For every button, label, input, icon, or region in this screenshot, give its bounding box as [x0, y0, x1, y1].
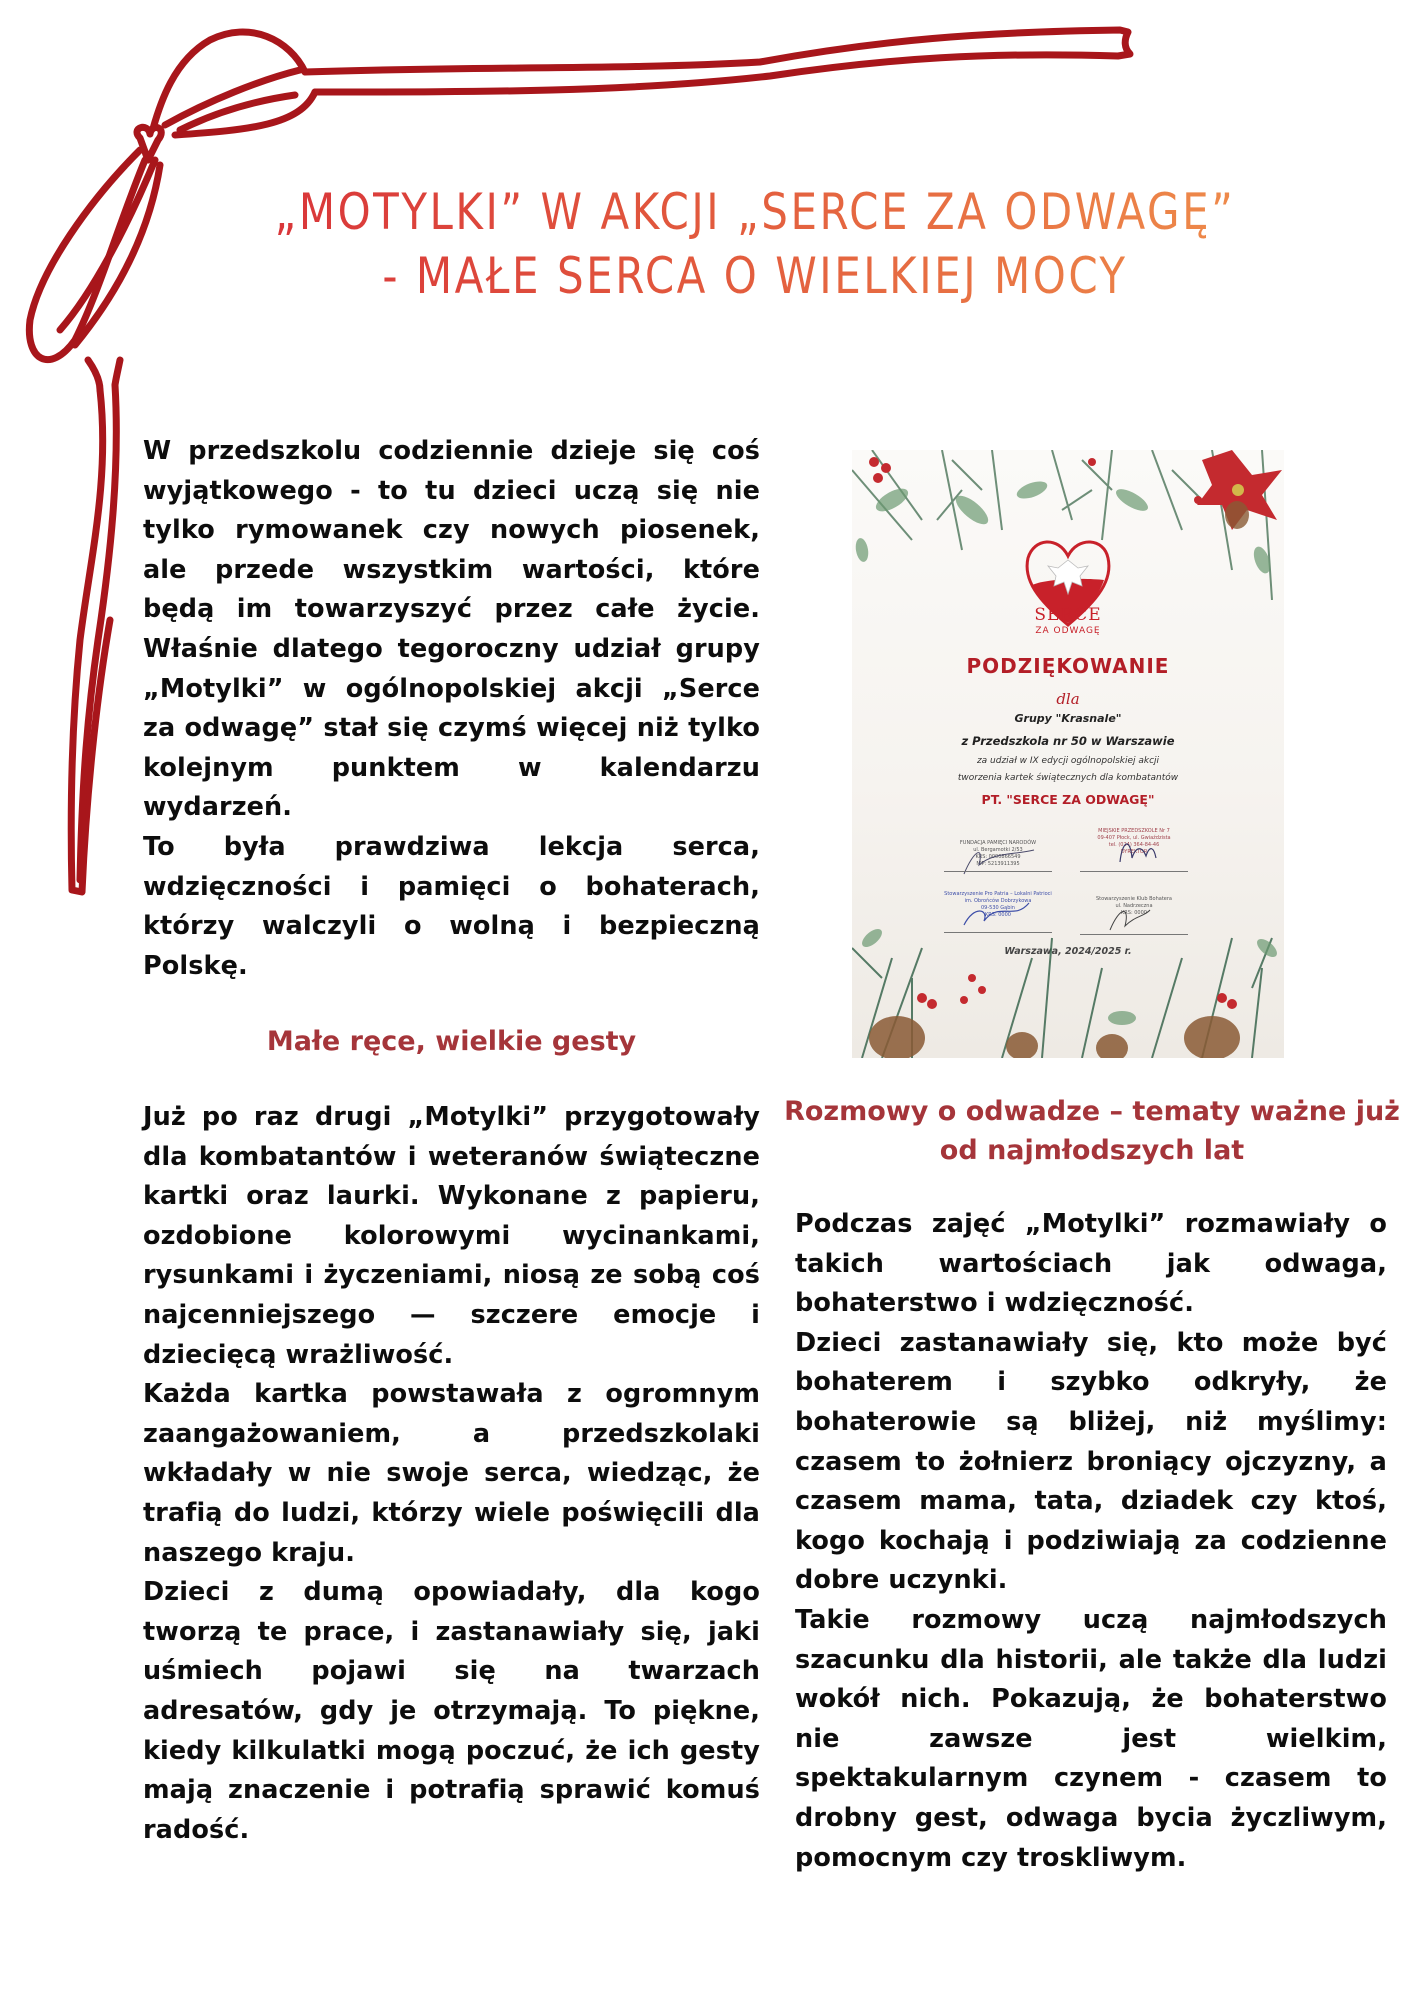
signature-line: KRS: 0000866549	[975, 854, 1021, 860]
section-courage-talks-text	[795, 1205, 1387, 1878]
signature-line: NIP: 5213911395	[976, 861, 1020, 867]
section-heading-courage-talks: Rozmowy o odwadze – tematy ważne już od najmłodszych lat	[784, 1096, 1400, 1166]
certificate-reason-line-2: tworzenia kartek świątecznych dla kombatantów	[957, 773, 1179, 783]
certificate-logo-subtext: ZA ODWAGĘ	[1035, 626, 1101, 636]
certificate-heading: PODZIĘKOWANIE	[966, 654, 1170, 678]
page-title	[272, 180, 1238, 308]
certificate-image	[852, 450, 1284, 1058]
certificate-signature-block	[944, 840, 1052, 868]
certificate-dla: dla	[1056, 690, 1080, 708]
intro-paragraph: W przedszkolu codziennie dzieje się coś wyjątkowego - to tu dzieci uczą się nie tylko rymowanek czy nowych piosenek, ale przede wszystkim wartości, które będą im towarzyszyć przez całe życie. Właśnie dlatego tegoroczny udział grupy „Motylki” w ogólnopolskiej akcji „Serce za odwagę” stał się czymś więcej niż tylko kolejnym punktem w kalendarzu wydarzeń.	[143, 436, 760, 823]
signature-org: Stowarzyszenie Klub Bohatera	[1096, 896, 1172, 902]
certificate-signature-block	[944, 891, 1052, 919]
signature-line: DYREKTOR	[1120, 849, 1148, 855]
page-title-line-2: - MAŁE SERCA O WIELKIEJ MOCY	[382, 247, 1128, 305]
section-paragraph: Już po raz drugi „Motylki” przygotowały dla kombatantów i weteranów świąteczne kartki oraz laurki. Wykonane z papieru, ozdobione kolorowymi wycinankami, rysunkami i życzeniami, niosą ze sobą coś najcenniejszego — szczere emocje i dziecięcą wrażliwość.	[143, 1102, 760, 1370]
signature-line: ul. Bergamotki 2/53	[973, 847, 1023, 853]
certificate-group: Grupy "Krasnale"	[1014, 712, 1122, 725]
signature-scrawl-icon	[1080, 828, 1188, 864]
certificate-reason-line-1: za udział w IX edycji ogólnopolskiej akcji	[976, 756, 1160, 766]
certificate-action-name: PT. "SERCE ZA ODWAGĘ"	[981, 792, 1155, 807]
certificate-signature-block	[1080, 896, 1188, 917]
certificate-logo-text: SERCE	[1034, 605, 1102, 625]
signature-line: im. Obrońców Dobrzykowa	[964, 898, 1032, 904]
page-title-line-1: „MOTYLKI” W AKCJI „SERCE ZA ODWAGĘ”	[274, 183, 1236, 241]
certificate-signature-block	[1080, 828, 1188, 856]
signature-line: KRS: 0000	[985, 912, 1011, 918]
section-paragraph: Dzieci zastanawiały się, kto może być bohaterem i szybko odkryły, że bohaterowie są bliżej, niż myślimy: czasem to żołnierz broniący ojczyzny, a czasem mama, tata, dziadek czy ktoś, kogo kochają i podziwiają za codzienne dobre uczynki.	[795, 1327, 1387, 1596]
section-paragraph: Każda kartka powstawała z ogromnym zaangażowaniem, a przedszkolaki wkładały w nie swoje serca, wiedząc, że trafią do ludzi, którzy wiele poświęcili dla naszego kraju.	[143, 1379, 760, 1568]
section-paragraph: Takie rozmowy uczą najmłodszych szacunku dla historii, ale także dla ludzi wokół nich. Pokazują, że bohaterstwo nie zawsze jest wielkim, spektakularnym czynem - czasem to drobny gest, odwaga bycia życzliwym, pomocnym czy troskliwym.	[795, 1604, 1387, 1873]
intro-text	[143, 432, 760, 986]
signature-org: MIEJSKIE PRZEDSZKOLE Nr 7	[1098, 828, 1170, 834]
certificate-date: Warszawa, 2024/2025 r.	[1004, 946, 1132, 957]
signature-org: FUNDACJA PAMIĘCI NARODÓW	[959, 840, 1037, 846]
section-paragraph: Dzieci z dumą opowiadały, dla kogo tworzą te prace, i zastanawiały się, jaki uśmiech pojawi się na twarzach adresatów, gdy je otrzymają. To piękne, kiedy kilkulatki mogą poczuć, że ich gesty mają znaczenie i potrafią sprawić komuś radość.	[143, 1577, 760, 1845]
signature-line: tel. (024) 364-84-46	[1108, 842, 1160, 848]
christmas-foliage-bottom-icon	[852, 918, 1284, 1058]
section-small-hands-text	[143, 1098, 760, 1850]
certificate-school: z Przedszkola nr 50 w Warszawie	[961, 734, 1175, 748]
signature-line: 09-407 Płock, ul. Gwiaździsta	[1097, 835, 1171, 841]
signature-line: KRS: 0000	[1121, 910, 1147, 916]
signature-line: 09-530 Gąbin	[981, 905, 1015, 911]
section-paragraph: Podczas zajęć „Motylki” rozmawiały o takich wartościach jak odwaga, bohaterstwo i wdzięczność.	[795, 1209, 1387, 1319]
section-heading-small-hands: Małe ręce, wielkie gesty	[266, 1026, 637, 1057]
intro-paragraph: To była prawdziwa lekcja serca, wdzięczności i pamięci o bohaterach, którzy walczyli o wolną i bezpieczną Polskę.	[143, 831, 760, 981]
signature-org: Stowarzyszenie Pro Patria – Lokalni Patrioci	[944, 891, 1052, 897]
signature-line: ul. Nadrzeczna	[1115, 903, 1153, 909]
